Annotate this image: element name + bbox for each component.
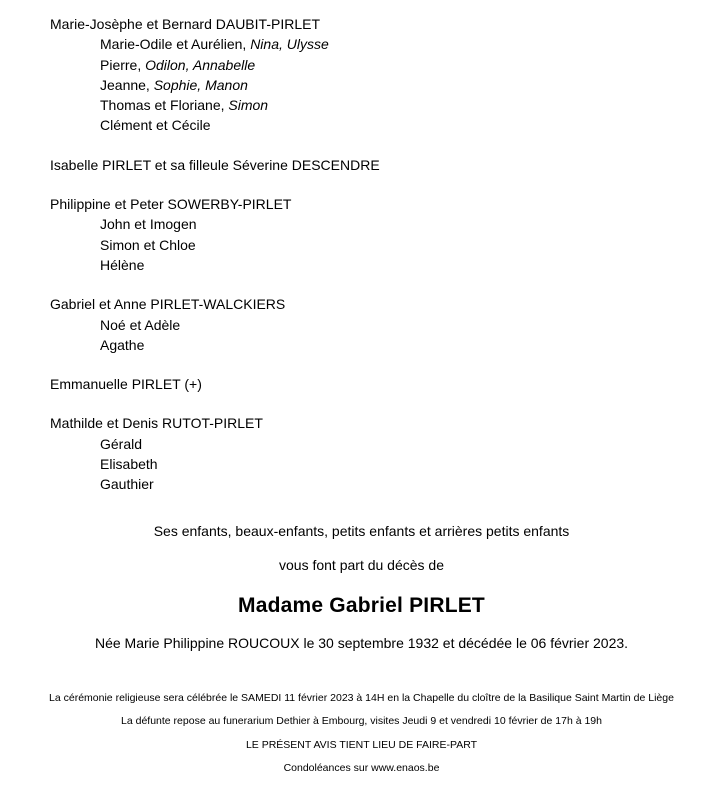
family-member: Hélène [100,256,145,273]
announcement-line-1: Ses enfants, beaux-enfants, petits enfants et arrières petits enfants [153,523,570,539]
condolences-info: Condoléances sur www.enaos.be [283,762,440,774]
family-member: Gauthier [100,476,154,493]
family-head: Philippine et Peter SOWERBY-PIRLET [50,196,292,213]
family-member: Pierre, Odilon, Annabelle [100,56,256,73]
repose-info: La défunte repose au funerarium Dethier à Embourg, visites Jeudi 9 et vendredi 10 février de 17h à 19h [121,715,602,727]
deceased-name: Madame Gabriel PIRLET [238,594,485,617]
family-head: Emmanuelle PIRLET (+) [50,376,202,393]
family-head: Mathilde et Denis RUTOT-PIRLET [50,415,263,432]
ceremony-info: La cérémonie religieuse sera célébrée le SAMEDI 11 février 2023 à 14H en la Chapelle du cloître de la Basilique Saint Martin de Liège [49,692,674,704]
family-member: Clément et Cécile [100,117,211,134]
family-group [50,413,670,494]
announcement-line-2: vous font part du décès de [279,557,444,573]
family-head: Gabriel et Anne PIRLET-WALCKIERS [50,296,286,313]
family-member: Marie-Odile et Aurélien, Nina, Ulysse [100,36,329,53]
family-group [50,294,670,355]
notice-info: LE PRÉSENT AVIS TIENT LIEU DE FAIRE-PART [245,739,478,751]
family-list [50,14,670,495]
family-member: Noé et Adèle [100,316,181,333]
family-member: Agathe [100,336,145,353]
family-group [50,155,670,175]
family-member: Simon et Chloe [100,236,196,253]
family-head: Isabelle PIRLET et sa filleule Séverine DESCENDRE [50,156,380,173]
family-member: Jeanne, Sophie, Manon [100,76,248,93]
family-group [50,14,670,136]
family-member: Gérald [100,435,143,452]
deceased-details: Née Marie Philippine ROUCOUX le 30 septembre 1932 et décédée le 06 février 2023. [94,635,629,651]
family-group [50,194,670,275]
family-member: Thomas et Floriane, Simon [100,97,269,114]
family-member: John et Imogen [100,216,197,233]
family-group [50,374,670,394]
family-member: Elisabeth [100,456,158,473]
family-head: Marie-Josèphe et Bernard DAUBIT-PIRLET [50,16,320,32]
